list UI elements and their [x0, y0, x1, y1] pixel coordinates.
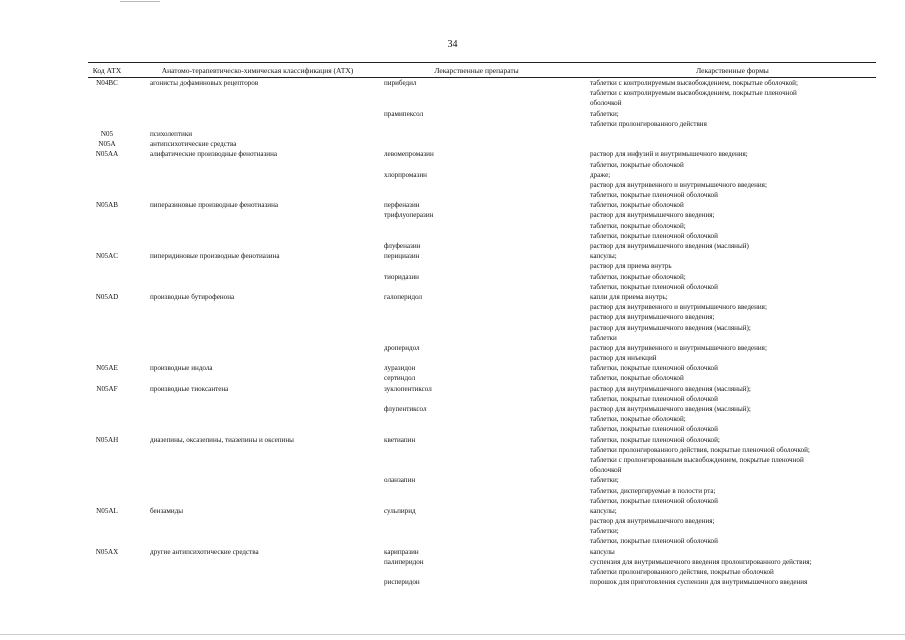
- table-row: [0, 323, 905, 333]
- drug-name-cell: сертиндол: [384, 374, 416, 383]
- dosage-form-cell: таблетки, диспергируемые в полости рта;: [590, 486, 716, 495]
- classification-cell: производные тиоксантена: [150, 384, 229, 393]
- table-row: [0, 149, 905, 159]
- page-number: 34: [447, 39, 458, 50]
- drug-name-cell: хлорпромазин: [384, 170, 427, 179]
- table-row: [0, 547, 905, 557]
- classification-cell: производные индола: [150, 364, 213, 373]
- table-row: [0, 526, 905, 536]
- classification-cell: диазепины, оксазепины, тиазепины и оксепины: [150, 435, 294, 444]
- table-row: [0, 424, 905, 434]
- dosage-form-cell: таблетки с контролируемым высвобождением, покрытые пленочной: [590, 89, 797, 98]
- table-row: [0, 475, 905, 485]
- classification-cell: производные бутирофенона: [150, 292, 235, 301]
- table-row: [0, 577, 905, 587]
- table-row: [0, 261, 905, 271]
- dosage-form-cell: таблетки, покрытые оболочкой: [590, 374, 684, 383]
- drug-name-cell: пирибедил: [384, 79, 417, 87]
- table-row: [0, 384, 905, 394]
- table-row: [0, 160, 905, 170]
- drug-name-cell: кветиапин: [384, 435, 416, 444]
- dosage-form-cell: капсулы;: [590, 252, 617, 261]
- drug-name-cell: флупентиксол: [384, 405, 427, 413]
- dosage-form-cell: таблетки, покрытые оболочкой;: [590, 272, 686, 281]
- dosage-form-cell: порошок для приготовления суспензии для внутримышечного введения: [590, 578, 808, 587]
- table-row: [0, 516, 905, 526]
- table-row: [0, 98, 905, 108]
- atc-code-cell: N05AH: [95, 435, 119, 444]
- dosage-form-cell: оболочкой: [590, 99, 622, 108]
- table-row: [0, 241, 905, 251]
- table-row: [0, 88, 905, 98]
- table-row: [0, 78, 905, 88]
- drug-name-cell: оланзапин: [384, 476, 416, 485]
- table-row: [0, 312, 905, 322]
- dosage-form-cell: капсулы;: [590, 506, 617, 515]
- table-row: [0, 221, 905, 231]
- drug-name-cell: дроперидол: [384, 343, 420, 352]
- atc-code-cell: N05AF: [96, 384, 118, 393]
- classification-cell: антипсихотические средства: [150, 140, 237, 149]
- drug-name-cell: прамипексол: [384, 109, 424, 118]
- table-row: [0, 536, 905, 546]
- classification-cell: бензамиды: [150, 506, 184, 515]
- dosage-form-cell: таблетки;: [590, 109, 619, 118]
- dosage-form-cell: раствор для инфузий и внутримышечного введения;: [590, 150, 748, 159]
- atc-code-cell: N05AB: [95, 201, 119, 210]
- drug-name-cell: тиоридазин: [384, 272, 419, 281]
- table-row: [0, 496, 905, 506]
- atc-code-cell: N05AE: [96, 364, 118, 373]
- dosage-form-cell: таблетки;: [590, 476, 619, 485]
- dosage-form-cell: таблетки, покрытые пленочной оболочкой: [590, 282, 718, 291]
- table-row: [0, 435, 905, 445]
- dosage-form-cell: оболочкой: [590, 466, 622, 475]
- dosage-form-cell: раствор для инъекций: [590, 354, 657, 363]
- drug-name-cell: трифлуоперазин: [384, 211, 434, 220]
- header-drugs: Лекарственные препараты: [434, 66, 519, 75]
- drug-name-cell: флуфеназин: [384, 242, 421, 250]
- table-body: [0, 78, 905, 587]
- dosage-form-cell: таблетки, покрытые пленочной оболочкой: [590, 425, 718, 434]
- dosage-form-cell: раствор для внутривенного и внутримышечного введения;: [590, 303, 767, 312]
- classification-cell: другие антипсихотические средства: [150, 547, 259, 556]
- dosage-form-cell: таблетки, покрытые пленочной оболочкой: [590, 496, 718, 505]
- classification-cell: пиперазиновые производные фенотиазина: [150, 201, 279, 210]
- header-forms: Лекарственные формы: [696, 66, 769, 75]
- dosage-form-cell: капсулы: [590, 547, 615, 556]
- atc-code-cell: N05AA: [95, 150, 119, 159]
- drug-name-cell: карипразин: [384, 547, 419, 556]
- classification-cell: пиперидиновые производные фенотиазина: [150, 252, 280, 261]
- dosage-form-cell: таблетки: [590, 333, 617, 342]
- table-row: [0, 139, 905, 149]
- drug-name-cell: палиперидон: [384, 557, 424, 566]
- dosage-form-cell: таблетки с контролируемым высвобождением, покрытые оболочкой;: [590, 79, 798, 87]
- classification-cell: психолептики: [150, 129, 193, 138]
- atc-code-cell: N04BC: [96, 79, 118, 87]
- header-classification: Анатомо-терапевтическо-химическая классификация (АТХ): [161, 66, 354, 75]
- drug-name-cell: перфеназин: [384, 201, 420, 210]
- table-row: [0, 292, 905, 302]
- dosage-form-cell: раствор для внутримышечного введения (масляный): [590, 242, 749, 250]
- dosage-form-cell: раствор для внутримышечного введения;: [590, 211, 715, 220]
- dosage-form-cell: таблетки, покрытые пленочной оболочкой: [590, 394, 718, 403]
- drug-name-cell: левомепромазин: [384, 150, 434, 159]
- table-row: [0, 363, 905, 373]
- atc-code-cell: N05: [100, 129, 114, 138]
- dosage-form-cell: таблетки, покрытые оболочкой: [590, 160, 684, 169]
- classification-cell: агонисты дофаминовых рецепторов: [150, 79, 259, 87]
- dosage-form-cell: таблетки пролонгированного действия, покрытые оболочкой: [590, 568, 774, 576]
- drug-name-cell: рисперидон: [384, 578, 420, 587]
- dosage-form-cell: таблетки, покрытые пленочной оболочкой: [590, 364, 718, 373]
- header-code: Код АТХ: [92, 66, 122, 75]
- dosage-form-cell: таблетки, покрытые оболочкой;: [590, 221, 686, 230]
- table-row: [0, 486, 905, 496]
- table-top-rule: [88, 62, 876, 63]
- dosage-form-cell: таблетки, покрытые пленочной оболочкой;: [590, 435, 720, 444]
- table-row: [0, 282, 905, 292]
- atc-code-cell: N05AD: [95, 292, 119, 301]
- dosage-form-cell: суспензия для внутримышечного введения пролонгированного действия;: [590, 557, 812, 566]
- table-row: [0, 394, 905, 404]
- table-row: [0, 567, 905, 577]
- table-row: [0, 465, 905, 475]
- dosage-form-cell: раствор для внутривенного и внутримышечного введения;: [590, 180, 767, 189]
- scan-artifact-line: [120, 1, 160, 2]
- table-row: [0, 272, 905, 282]
- table-row: [0, 180, 905, 190]
- atc-code-cell: N05AX: [95, 547, 119, 556]
- table-row: [0, 404, 905, 414]
- table-row: [0, 210, 905, 220]
- table-row: [0, 190, 905, 200]
- dosage-form-cell: раствор для внутримышечного введения (масляный);: [590, 405, 751, 413]
- atc-code-cell: N05AC: [95, 252, 119, 261]
- table-row: [0, 455, 905, 465]
- table-row: [0, 557, 905, 567]
- table-row: [0, 200, 905, 210]
- atc-code-cell: N05AL: [96, 506, 118, 515]
- table-row: [0, 129, 905, 139]
- drug-name-cell: галоперидол: [384, 292, 423, 301]
- dosage-form-cell: таблетки с пролонгированным высвобождением, покрытые пленочной: [590, 455, 804, 464]
- table-row: [0, 251, 905, 261]
- dosage-form-cell: раствор для приема внутрь: [590, 262, 672, 271]
- dosage-form-cell: таблетки, покрытые оболочкой: [590, 201, 684, 210]
- table-row: [0, 373, 905, 383]
- table-row: [0, 506, 905, 516]
- table-row: [0, 109, 905, 119]
- table-row: [0, 445, 905, 455]
- dosage-form-cell: таблетки пролонгированного действия, покрытые пленочной оболочкой;: [590, 445, 810, 454]
- atc-code-cell: N05A: [98, 140, 116, 149]
- table-row: [0, 353, 905, 363]
- dosage-form-cell: таблетки, покрытые пленочной оболочкой: [590, 231, 718, 240]
- table-row: [0, 302, 905, 312]
- table-row: [0, 170, 905, 180]
- drug-name-cell: перициазин: [384, 252, 420, 261]
- dosage-form-cell: таблетки пролонгированного действия: [590, 119, 707, 128]
- dosage-form-cell: драже;: [590, 170, 611, 179]
- table-row: [0, 343, 905, 353]
- dosage-form-cell: таблетки;: [590, 527, 619, 536]
- dosage-form-cell: раствор для внутримышечного введения (масляный);: [590, 323, 751, 332]
- table-row: [0, 333, 905, 343]
- drug-name-cell: зуклопентиксол: [384, 384, 432, 393]
- dosage-form-cell: раствор для внутривенного и внутримышечного введения;: [590, 343, 767, 352]
- dosage-form-cell: раствор для внутримышечного введения;: [590, 517, 715, 526]
- classification-cell: алифатические производные фенотиазина: [150, 150, 278, 159]
- dosage-form-cell: раствор для внутримышечного введения;: [590, 313, 715, 322]
- table-row: [0, 414, 905, 424]
- dosage-form-cell: капли для приема внутрь;: [590, 292, 668, 301]
- drug-name-cell: луразидон: [384, 364, 416, 373]
- drug-name-cell: сульпирид: [384, 506, 416, 515]
- dosage-form-cell: таблетки, покрытые оболочкой;: [590, 415, 686, 424]
- table-row: [0, 231, 905, 241]
- page-bottom-edge: [0, 634, 905, 635]
- dosage-form-cell: раствор для внутримышечного введения (масляный);: [590, 384, 751, 393]
- dosage-form-cell: таблетки, покрытые пленочной оболочкой: [590, 191, 718, 200]
- dosage-form-cell: таблетки, покрытые пленочной оболочкой: [590, 537, 718, 546]
- table-row: [0, 119, 905, 129]
